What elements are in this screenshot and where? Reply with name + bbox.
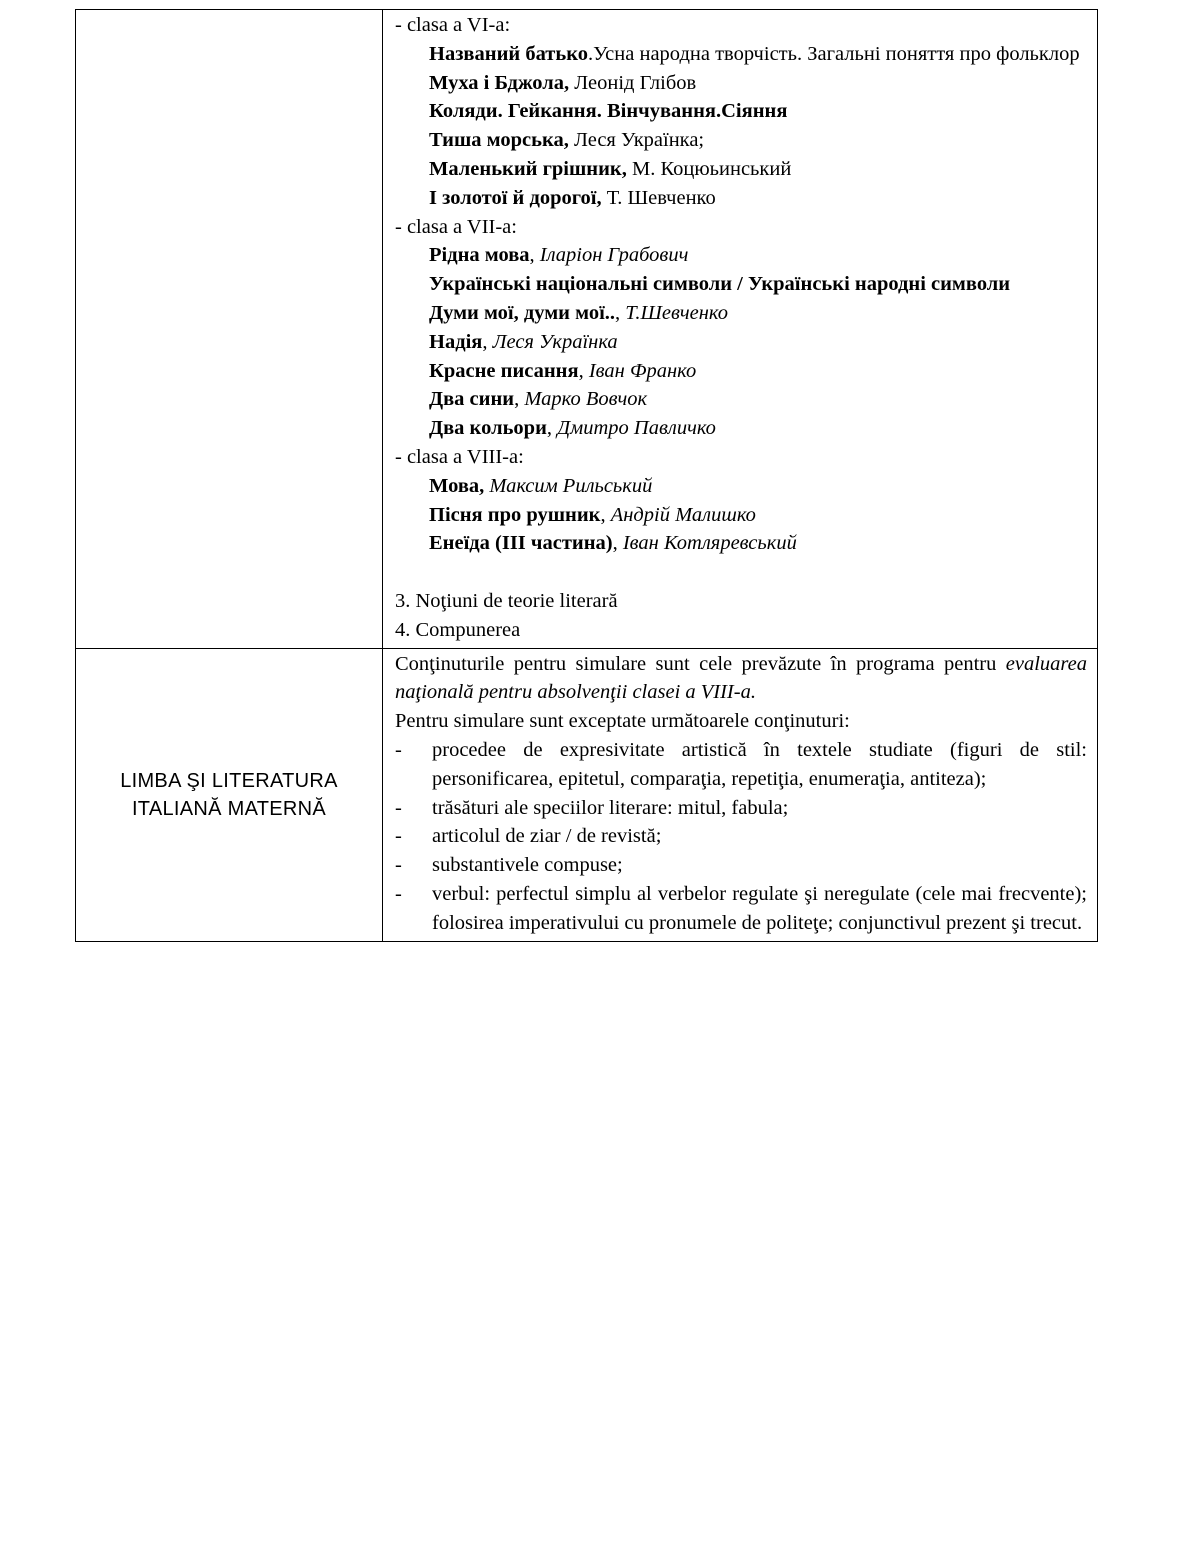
dash-marker: - — [395, 796, 402, 819]
subject-cell — [76, 648, 383, 941]
list-item — [395, 155, 1087, 184]
work-author: Дмитро Павличко — [557, 417, 716, 440]
work-author: Марко Вовчок — [524, 388, 648, 411]
work-title: Красне писання — [429, 359, 579, 382]
class-label: - clasa a VI-a: — [395, 14, 511, 36]
list-item — [395, 270, 1087, 299]
separator: , — [600, 503, 611, 526]
list-item — [395, 184, 1087, 213]
subject-name-line: LIMBA ŞI LITERATURA — [120, 769, 338, 792]
dash-marker: - — [395, 854, 402, 877]
work-title: Думи мої, думи мої.. — [429, 301, 616, 324]
work-title: Маленький грішник, — [429, 157, 627, 180]
list-item-text: trăsături ale speciilor literare: mitul, fabula; — [432, 796, 789, 819]
dash-marker: - — [395, 825, 402, 848]
work-title: Два сини — [429, 388, 515, 411]
work-title: Коляди. Гейкання. Вінчування.Сіяння — [429, 100, 788, 123]
work-author: Андрій Малишко — [610, 503, 756, 526]
work-detail: Т. Шевченко — [601, 186, 716, 209]
class-label: - clasa a VIII-a: — [395, 445, 524, 468]
list-item — [395, 69, 1087, 98]
work-detail: Леонід Глібов — [569, 71, 697, 94]
work-detail: М. Коцюьинський — [626, 157, 792, 180]
list-item — [395, 357, 1087, 386]
class-label: - clasa a VII-a: — [395, 215, 517, 238]
content-cell — [383, 10, 1098, 649]
separator: , — [514, 388, 525, 411]
list-item-text: verbul: perfectul simplu al verbelor regulate şi neregulate (cele mai frecvente); folosirea imperativului cu pronumele de politeţe; conjunctivul prezent şi trecut. — [432, 882, 1087, 934]
list-item-text: procedee de expresivitate artistică în textele studiate (figuri de stil: personificarea, epitetul, comparaţia, repetiţia, enumeraţia, antiteza); — [432, 738, 1087, 790]
list-item — [395, 126, 1087, 155]
list-item — [395, 822, 1087, 851]
intro-italic: evaluarea naţională pentru absolvenţii clasei a VIII-a. — [395, 652, 1087, 704]
separator: , — [615, 301, 626, 324]
list-item — [395, 529, 1087, 558]
work-title: Українські національні символи / Українські народні символи — [429, 273, 1011, 296]
spacer — [395, 558, 1087, 587]
separator: , — [578, 359, 589, 382]
work-title: Енеїда (ІІІ частина) — [429, 532, 613, 555]
work-author: Леся Українка — [492, 330, 618, 353]
list-item-text: articolul de ziar / de revistă; — [432, 825, 662, 848]
separator: , — [482, 330, 493, 353]
work-author: Іван Котляревський — [622, 532, 797, 555]
section-heading: 4. Compunerea — [395, 618, 521, 641]
separator: , — [529, 244, 540, 267]
list-item — [395, 501, 1087, 530]
excepted-heading: Pentru simulare sunt exceptate următoarele conţinuturi: — [395, 710, 850, 733]
list-item — [395, 40, 1087, 69]
separator: , — [612, 532, 623, 555]
section-heading: 3. Noţiuni de teorie literară — [395, 589, 618, 612]
work-title: І золотої й дорогої, — [429, 186, 602, 209]
list-item — [395, 328, 1087, 357]
list-item — [395, 851, 1087, 880]
table-row — [76, 10, 1098, 649]
list-item — [395, 97, 1087, 126]
dash-marker: - — [395, 882, 402, 905]
list-item — [395, 241, 1087, 270]
list-item — [395, 299, 1087, 328]
work-title: Пісня про рушник — [429, 503, 601, 526]
subject-name — [76, 767, 382, 823]
list-item — [395, 385, 1087, 414]
content-cell — [383, 648, 1098, 941]
list-item — [395, 414, 1087, 443]
list-item — [395, 736, 1087, 794]
subject-name-line: ITALIANĂ MATERNĂ — [131, 797, 327, 820]
subject-cell-empty — [76, 10, 383, 649]
list-item-text: substantivele compuse; — [432, 854, 623, 877]
content-table — [75, 9, 1098, 942]
work-title: Надія — [429, 330, 483, 353]
work-detail: .Усна народна творчість. Загальні поняття про фольклор — [588, 42, 1080, 65]
dash-marker: - — [395, 738, 402, 761]
work-author: Іларіон Грабович — [539, 244, 689, 267]
work-title: Муха і Бджола, — [429, 71, 570, 94]
intro-text — [395, 650, 1087, 708]
list-item — [395, 472, 1087, 501]
work-title: Два кольори — [429, 417, 547, 440]
work-title: Мова, — [429, 474, 485, 497]
work-author: Іван Франко — [588, 359, 697, 382]
table-row — [76, 648, 1098, 941]
list-item — [395, 880, 1087, 938]
work-title: Рідна мова — [429, 244, 530, 267]
work-author: Т.Шевченко — [625, 301, 728, 324]
intro-plain: Conţinuturile pentru simulare sunt cele prevăzute în programa pentru — [395, 652, 997, 675]
work-detail: Леся Українка; — [568, 129, 705, 152]
work-author: Максим Рильський — [489, 474, 653, 497]
work-title: Названий батько — [429, 42, 588, 65]
separator: , — [546, 417, 558, 440]
list-item — [395, 794, 1087, 823]
work-title: Тиша морська, — [429, 129, 569, 152]
